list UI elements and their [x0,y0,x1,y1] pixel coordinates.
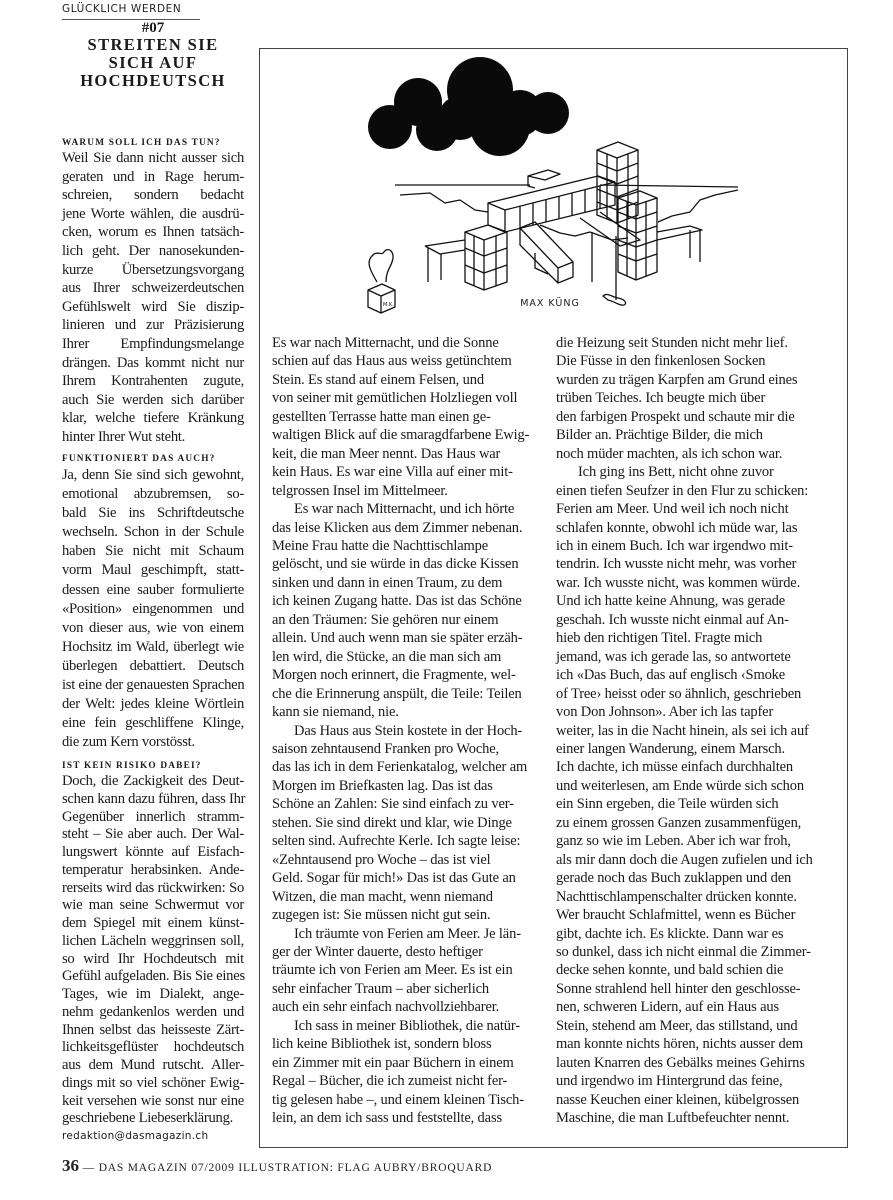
text-line: «Zehntausend pro Woche – das ist viel [272,851,491,868]
text-line: Sonne strahlend hell hinter den geschlosse- [556,980,801,997]
story-paragraph [272,500,544,721]
text-line: Schöne an Zahlen: Sie sind einfach zu ver- [272,796,514,813]
story-paragraph [272,722,544,925]
story-paragraph [272,925,544,1017]
text-line: von seiner mit gemütlichen Holzliegen voll [272,390,518,407]
text-line: hinter Ihrer Wut steht. [62,428,186,445]
text-line: ich in einem Buch. Ich war irgendwo mit- [556,537,793,554]
cloud-icon [368,57,569,156]
text-line: ein Sinn ergeben, die Teile würden sich [556,796,779,813]
illustration [0,0,893,340]
section-label: GLÜCKLICH WERDEN [62,3,182,15]
text-line: ist eine der genauesten Sprachen [62,677,245,694]
text-line: Morgen noch erinnert, die Fragmente, wel- [272,667,516,684]
text-line: kann sie niemand, nie. [272,704,399,721]
text-line: Nachttischlampenschalter drücken konnte. [556,888,797,905]
text-line: kurze Übersetzungsvorgang [62,261,244,278]
text-line: aus Ihrer schweizerdeutschen [62,280,244,297]
text-line: lichen Lächeln weggrinsen soll, [62,932,244,949]
text-line: schlafen konnte, obwohl ich müde war, las [556,519,798,536]
text-line: überlegen debattiert. Deutsch [62,657,244,674]
text-line: von Don Johnson». Aber ich las tapfer [556,704,774,721]
text-line: Maschine, die man Luftbefeuchter nennt. [556,1110,790,1127]
text-line: aus dem Mund rutscht. Aller- [62,1057,244,1073]
text-line: schreien, sondern bedacht [62,187,244,204]
text-line: Geld. Sogar für mich!» Das ist das Gute an [272,870,516,887]
text-line: vorm Maul geschimpft, statt- [62,562,244,579]
text-line: weiter, las in die Nacht hinein, als sei ich auf [556,722,809,739]
text-line: ich keinen Zugang hatte. Das ist das Schöne [272,593,522,610]
text-line: Ja, denn Sie sind sich gewohnt, [62,467,244,483]
text-line: len wird, die Stücke, an die man sich am [272,648,502,665]
text-line: Morgen im Briefkasten lag. Das ist das [272,777,493,794]
squiggle-icon [603,294,626,305]
text-line: Ihrer Empfindungsmelange [62,335,244,352]
text-line: Stein, stehend am Meer, das stillstand, und [556,1017,798,1034]
text-line: cken, worum es Ihnen tatsäch- [62,224,244,241]
text-line: Wer braucht Schlafmittel, wenn es Bücher [556,907,796,924]
text-line: lichkeitsgeflüster hochdeutsch [62,1039,244,1056]
text-line: selten sind. Aufrechte Kerle. Ich sagte leise: [272,833,521,850]
text-line: das leise Klicken aus dem Zimmer nebenan. [272,519,523,536]
text-line: Das Haus aus Stein kostete in der Hoch- [294,722,523,739]
text-line: klar, welche tiefere Kränkung [62,410,244,427]
text-line: geschriebene Liebeserklärung. [62,1110,234,1127]
text-line: sehr einfacher Traum – aber sicherlich [272,980,489,997]
text-line: so wird Ihr Hochdeutsch mit [62,950,244,967]
story-column [272,334,544,1127]
text-line: ich «Das Buch, das auf englisch ‹Smoke [556,667,786,684]
text-line: linieren und zur Präzisierung [62,317,244,334]
text-line: so dunkel, dass ich nicht einmal die Zimmer- [556,943,811,960]
text-line: lauten Knarren des Gebälks meines Gehirns [556,1054,805,1071]
text-line: stehen. Sie sind direkt und klar, wie Dinge [272,814,512,831]
story-paragraph [272,334,544,500]
text-line: gelöscht, und sie würde in das dicke Kissen [272,556,519,573]
text-line: Stein. Es stand auf einem Felsen, und [272,371,484,388]
title-line: STREITEN SIE [87,35,219,54]
text-line: trüben Teiches. Ich beugte mich über [556,390,766,407]
text-line: auch ein sehr einfach nachvollziehbarer. [272,999,500,1016]
text-line: jene Worte wählen, die ausdrü- [62,205,244,222]
text-line: ganz so wie im Leben. Aber ich war froh, [556,833,791,850]
text-line: wechseln. Schon in der Schule [62,524,244,541]
text-line: emotional abzubremsen, so- [62,486,244,503]
answer-text [62,773,244,1128]
text-line: kein Haus. Es war eine Villa auf einer mit- [272,464,513,481]
text-line: einen tiefen Seufzer in den Flur zu schicken: [556,482,809,499]
text-line: gerade noch das Buch zuklappen und den [556,870,792,887]
text-line: Die Füsse in den finkenlosen Socken [556,353,766,370]
text-line: allein. Und auch wenn man sie später erzäh- [272,630,523,647]
text-line: gibt, dachte ich. Es klickte. Dann war es [556,925,784,942]
text-line: geraten und in Rage herum- [62,168,244,185]
text-line: ger der Winter dauerte, desto heftiger [272,943,483,960]
text-line: Regal – Bücher, die ich zumeist nicht fer- [272,1073,508,1090]
text-line: Ich ging ins Bett, nicht ohne zuvor [578,464,774,481]
text-line: schen kann dazu führen, dass Ihr [62,790,246,807]
text-line: und irgendwo im Hintergrund das feine, [556,1073,783,1090]
text-line: telgrossen Insel im Mittelmeer. [272,482,448,499]
text-line: auch Sie werden sich darüber [62,391,244,408]
text-line: Ihrem Kontrahenten zugute, [62,373,244,390]
issue-number: 07/2009 [191,1162,235,1174]
text-line: Es war nach Mitternacht, und die Sonne [272,335,499,351]
text-line: Ferien am Meer. Und weil ich noch nicht [556,501,789,518]
text-line: hieb den richtigen Titel. Fragte mich [556,630,763,647]
story-paragraph [556,463,838,1127]
illustration-signature: MAX KÜNG [520,298,580,309]
illustration-credit: ILLUSTRATION: FLAG AUBRY/BROQUARD [238,1162,493,1174]
text-line: nehm gedankenlos werden und [62,1003,244,1020]
text-line: waltigen Blick auf die smaragdfarbene Ewig- [272,427,530,444]
text-line: einer langen Wanderung, einem Marsch. [556,740,785,757]
text-line: zugegen ist: Sie müssen nicht gut sein. [272,907,491,924]
text-line: schien auf das Haus aus weiss getünchtem [272,353,512,370]
text-line: rerseits wird das rückwirken: So [62,879,244,896]
text-line: tendrin. Ich wusste nicht mehr, was vorher [556,556,797,573]
text-line: decke sehen konnte, und bald schien die [556,962,784,979]
text-line: Ich sass in meiner Bibliothek, die natür- [294,1017,520,1034]
title-line: SICH AUF [108,53,198,72]
text-line: den farbigen Prospekt und schaute mir die [556,408,795,425]
text-line: Und ich hatte keine Ahnung, was gerade [556,593,786,610]
footer-separator: — [82,1162,95,1174]
text-line: Doch, die Zackigkeit des Deut- [62,773,244,789]
text-line: lich geht. Der nanosekunden- [62,242,244,259]
text-line: lich keine Bibliothek ist, sondern bloss [272,1036,492,1053]
text-line: keit, die man Meer nennt. Das Haus war [272,445,501,462]
text-line: als mir dann doch die Augen zufielen und ich [556,851,813,868]
question-heading: IST KEIN RISIKO DABEI? [62,761,202,771]
text-line: das las ich in dem Ferienkatalog, welcher am [272,759,528,776]
text-line: die zum Kern vorstösst. [62,734,195,751]
question-heading: WARUM SOLL ICH DAS TUN? [62,138,221,148]
text-line: von dieser aus, wie von einem [62,619,244,636]
magazine-name: DAS MAGAZIN [98,1162,188,1174]
text-line: temperatur herabsinken. Ande- [62,861,244,878]
text-line: nen, schweren Lidern, auf ein Haus aus [556,999,779,1016]
text-line: keit versehen wie sonst nur eine [62,1092,244,1109]
text-line: che die Erinnerung anspült, die Teile: Teilen [272,685,522,702]
text-line: «Position» eingenommen und [62,600,244,617]
text-line: der Welt: jedes kleine Wörtlein [62,696,244,713]
question-heading: FUNKTIONIERT DAS AUCH? [62,454,216,464]
text-line: dings mit so viel schöner Ewig- [62,1074,244,1091]
text-line: man konnte nichts hören, nichts ausser dem [556,1036,803,1053]
text-line: of Tree› heisst oder so ähnlich, geschrieben [556,685,802,702]
text-line: zu einem grossen Ganzen zusammenfügen, [556,814,802,831]
text-line: Ich träumte von Ferien am Meer. Je län- [294,925,521,942]
story-paragraph [272,1017,544,1128]
text-line: Ich dachte, ich müsse einfach durchhalten [556,759,794,776]
text-line: sinken und dann in einen Traum, zu dem [272,574,503,591]
text-line: Hochsitz im Wald, überlegt wie [62,638,244,655]
text-line: Ihnen selbst das heisseste Zärt- [62,1021,244,1038]
text-line: wurden zu trägen Karpfen am Grund eines [556,371,798,388]
text-line: Weil Sie dann nicht ausser sich [62,150,244,166]
text-line: und weiterlesen, am Ende würde sich schon [556,777,804,794]
text-line: geschah. Ich wusste nicht einmal auf An- [556,611,789,628]
text-line: drängen. Das kommt nicht nur [62,354,244,371]
statue-label: M.K. [383,302,394,308]
text-line: lungswert könnte auf Eisfach- [62,844,244,860]
text-line: wie man seine Schwermut vor [62,897,244,914]
story-paragraph [556,334,838,463]
horizon-and-cliffs [395,185,738,240]
text-line: jemand, was ich gerade las, so antwortete [556,648,791,665]
text-line: träumte ich von Ferien am Meer. Es ist ein [272,962,513,979]
text-line: Bilder an. Prächtige Bilder, die mich [556,427,763,444]
contact-email-link[interactable]: redaktion@dasmagazin.ch [62,1130,209,1142]
article-number: #07 [141,20,165,36]
text-line: bald Sie ins Schriftdeutsche [62,505,244,522]
text-line: ein Zimmer mit ein paar Büchern in einem [272,1054,514,1071]
text-line: Gefühl aufgeladen. Bis Sie eines [62,968,245,985]
text-line: Gegenüber innerlich stramm- [62,808,244,825]
story-column [556,334,838,1127]
text-line: Tages, wie im Dialekt, ange- [62,986,244,1002]
text-line: dessen eine sauber formulierte [62,581,244,598]
text-line: steht – Sie aber auch. Der Wal- [62,826,244,843]
text-line: an den Träumen: Sie gehören nur einem [272,611,499,628]
text-line: gestellten Terrasse hatte man einen ge- [272,408,491,425]
text-line: war. Ich wusste nicht, was kommen würde. [556,574,801,591]
text-line: nasse Keuchen einer kleinen, kübelgrossen [556,1091,800,1108]
text-line: Es war nach Mitternacht, und ich hörte [294,501,515,518]
text-line: haben Sie nicht mit Schaum [62,543,244,560]
title-line: HOCHDEUTSCH [80,71,226,90]
page-number: 36 [62,1156,79,1175]
text-line: Gefühlswelt wird Sie diszip- [62,298,244,315]
text-line: noch müder machten, als ich schon war. [556,445,783,462]
text-line: saison zehntausend Franken pro Woche, [272,740,499,757]
text-line: Meine Frau hatte die Nachttischlampe [272,537,489,554]
text-line: dem Spiegel mit einem künst- [62,915,244,931]
text-line: die Heizung seit Stunden nicht mehr lief. [556,335,788,351]
text-line: lein, an dem ich sass und feststellte, dass [272,1110,502,1127]
text-line: tig gelesen habe –, und einem kleinen Tisch- [272,1091,524,1108]
text-line: eine fein geschliffene Klinge, [62,715,244,732]
answer-text [62,466,244,752]
text-line: Witzen, die man macht, wenn niemand [272,888,493,905]
page-footer [62,1156,492,1176]
